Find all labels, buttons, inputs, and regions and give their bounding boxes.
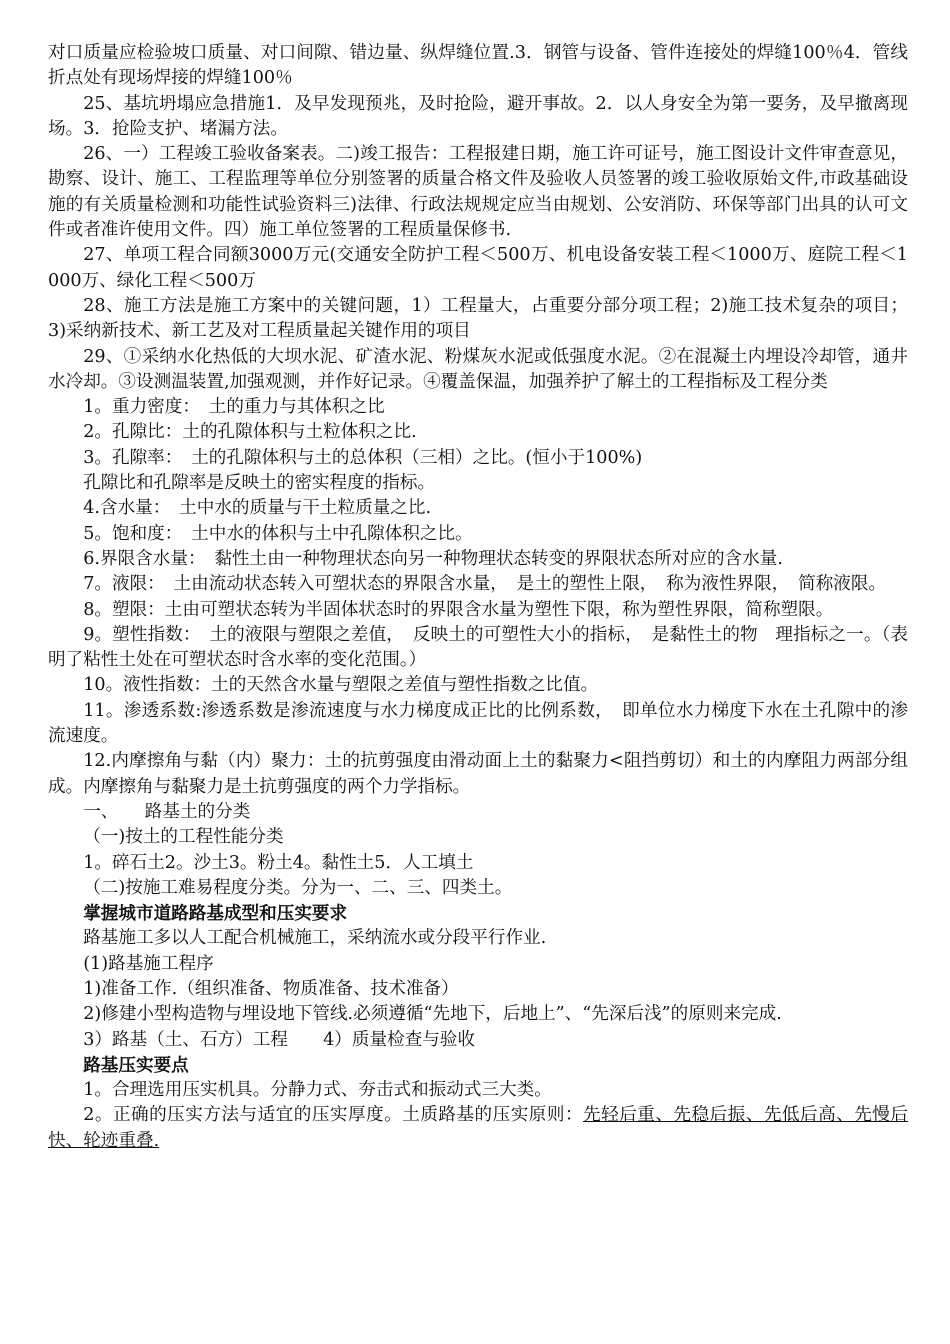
subheading-by-engineering-property: （一)按土的工程性能分类 <box>83 827 284 848</box>
soil-index-saturation: 5。饱和度： 土中水的体积与土中孔隙体积之比。 <box>83 523 473 544</box>
compaction-principle-underlined: 先轻后重、先稳后振、先低后高、先慢后快、轮迹重叠. <box>48 1105 908 1151</box>
paragraph-26-completion-filing: 26、一）工程竣工验收备案表。二)竣工报告：工程报建日期，施工许可证号，施工图设计文件审查意见，勘察、设计、施工、工程监理等单位分别签署的质量合格文件及验收人员签署的竣工验收原始文件,市政基础设施的有关质量检测和功能性试验资料三)法律、行政法规规定应当由规划、公安消防、环保等部门出具的认可文件或者准许使用文件。四）施工单位签署的工程质量保修书. <box>48 144 908 241</box>
paragraph-29-concrete-measures: 29、①采纳水化热低的大坝水泥、矿渣水泥、粉煤灰水泥或低强度水泥。②在混凝土内埋设冷却管，通井水冷却。③设测温装置,加强观测，并作好记录。④覆盖保温，加强养护了解土的工程指标及工程分类 <box>48 346 908 392</box>
soil-index-limit-water-content: 6.界限含水量： 黏性土由一种物理状态向另一种物理状态转变的界限状态所对应的含水量. <box>83 548 783 569</box>
subheading-by-construction-difficulty: （二)按施工难易程度分类。分为一、二、三、四类土。 <box>83 877 513 898</box>
compaction-point-machinery: 1。合理选用压实机具。分静力式、夯击式和振动式三大类。 <box>83 1080 552 1101</box>
paragraph-27-contract-amount: 27、单项工程合同额3000万元(交通安全防护工程＜500万、机电设备安装工程＜1000万、庭院工程＜1000万、绿化工程＜500万 <box>48 245 908 291</box>
soil-index-plasticity-index: 9。塑性指数： 土的液限与塑限之差值， 反映土的可塑性大小的指标， 是黏性土的物 理指标之一。（表明了粘性土处在可塑状态时含水率的变化范围。） <box>48 624 908 671</box>
soil-type-list: 1。碎石土2。沙土3。粉土4。黏性土5．人工填土 <box>83 852 474 873</box>
section-heading-subgrade-soil: 一、 路基土的分类 <box>83 801 251 822</box>
bold-heading-compaction-points: 路基压实要点 <box>83 1054 189 1076</box>
paragraph-28-construction-method: 28、施工方法是施工方案中的关键问题，1）工程量大，占重要分部分项工程；2)施工技术复杂的项目；3)采纳新技术、新工艺及对工程质量起关键作用的项目 <box>48 295 908 342</box>
soil-index-density-note: 孔隙比和孔隙率是反映土的密实程度的指标。 <box>83 473 436 494</box>
soil-index-void-ratio: 2。孔隙比：土的孔隙体积与土粒体积之比. <box>83 422 417 443</box>
soil-index-water-content: 4.含水量： 土中水的质量与干土粒质量之比. <box>83 498 432 519</box>
procedure-step-small-structures: 2)修建小型构造物与埋设地下管线.必须遵循“先地下，后地上”、“先深后浅”的原则来完成. <box>83 1004 782 1025</box>
procedure-step-preparation: 1)准备工作.（组织准备、物质准备、技术准备） <box>83 978 459 999</box>
soil-index-plastic-limit: 8。塑限：土由可塑状态转为半固体状态时的界限含水量为塑性下限，称为塑性界限，简称塑限。 <box>83 599 834 620</box>
soil-index-liquidity-index: 10。液性指数：土的天然含水量与塑限之差值与塑性指数之比值。 <box>83 675 599 696</box>
soil-index-unit-weight: 1。重力密度： 土的重力与其体积之比 <box>83 397 385 418</box>
compaction-principle-lead: 2。正确的压实方法与适宜的压实厚度。土质路基的压实原则： <box>83 1105 584 1126</box>
soil-index-liquid-limit: 7。液限： 土由流动状态转入可塑状态的界限含水量， 是土的塑性上限， 称为液性界限， 简称液限。 <box>83 574 887 595</box>
bold-heading-subgrade-forming: 掌握城市道路路基成型和压实要求 <box>83 903 348 925</box>
compaction-point-method <box>48 1103 908 1154</box>
document-body <box>48 41 908 1154</box>
paragraph-25-pit-collapse: 25、基坑坍塌应急措施1．及早发现预兆，及时抢险，避开事故。2．以人身安全为第一要务，及早撤离现场。3．抢险支护、堵漏方法。 <box>48 93 908 139</box>
procedure-step-earthwork-inspection: 3）路基（土、石方）工程 4）质量检查与验收 <box>83 1029 476 1050</box>
soil-index-friction-cohesion: 12.内摩擦角与黏（内）聚力：土的抗剪强度由滑动面上土的黏聚力<阻挡剪切）和土的内摩阻力两部分组成。内摩擦角与黏聚力是土抗剪强度的两个力学指标。 <box>48 751 908 797</box>
paragraph-subgrade-construction: 路基施工多以人工配合机械施工，采纳流水或分段平行作业. <box>83 928 547 949</box>
soil-index-porosity: 3。孔隙率： 土的孔隙体积与土的总体积（三相）之比。(恒小于100%) <box>83 447 643 468</box>
paragraph-weld-inspection: 对口质量应检验坡口质量、对口间隙、错边量、纵焊缝位置.3．钢管与设备、管件连接处的焊缝100％4．管线折点处有现场焊接的焊缝100％ <box>48 43 908 89</box>
soil-index-permeability: 11。渗透系数:渗透系数是渗流速度与水力梯度成正比的比例系数， 即单位水力梯度下水在土孔隙中的渗流速度。 <box>48 700 908 747</box>
subheading-construction-procedure: (1)路基施工程序 <box>83 953 214 974</box>
